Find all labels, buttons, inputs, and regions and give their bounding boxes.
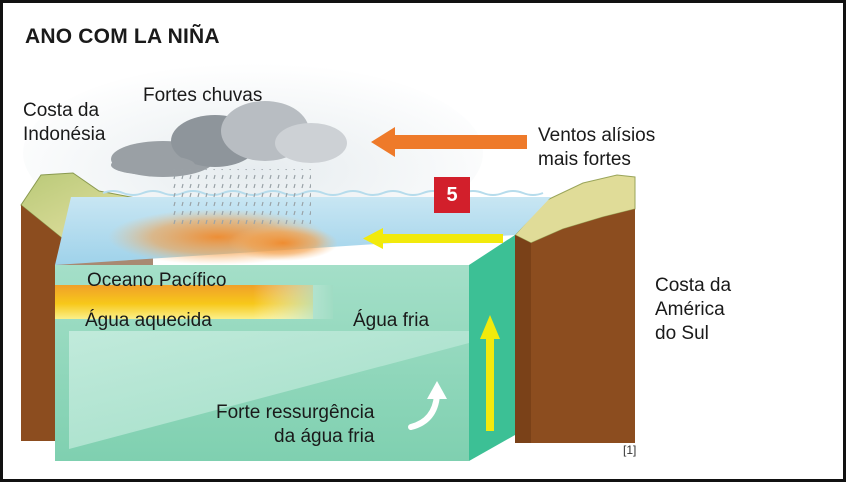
reference-note: [1]	[623, 443, 637, 457]
upwelling-label: Forte ressurgência da água fria	[216, 402, 375, 447]
winds-label: Ventos alísios mais fortes	[538, 125, 656, 170]
warm-water-label: Água aquecida	[85, 310, 212, 331]
south-america-label: Costa da América do Sul	[655, 275, 732, 344]
pacific-label: Oceano Pacífico	[87, 270, 227, 291]
warm-surface-blob-2	[228, 225, 338, 261]
la-nina-scene	[3, 3, 846, 485]
diagram-title: ANO COM LA NIÑA	[25, 25, 220, 48]
rain-label: Fortes chuvas	[143, 85, 263, 106]
rain-icon	[171, 169, 311, 227]
cold-water-label: Água fria	[353, 310, 430, 331]
indonesia-label: Costa da Indonésia	[23, 100, 106, 145]
step-badge: 5	[434, 177, 470, 213]
